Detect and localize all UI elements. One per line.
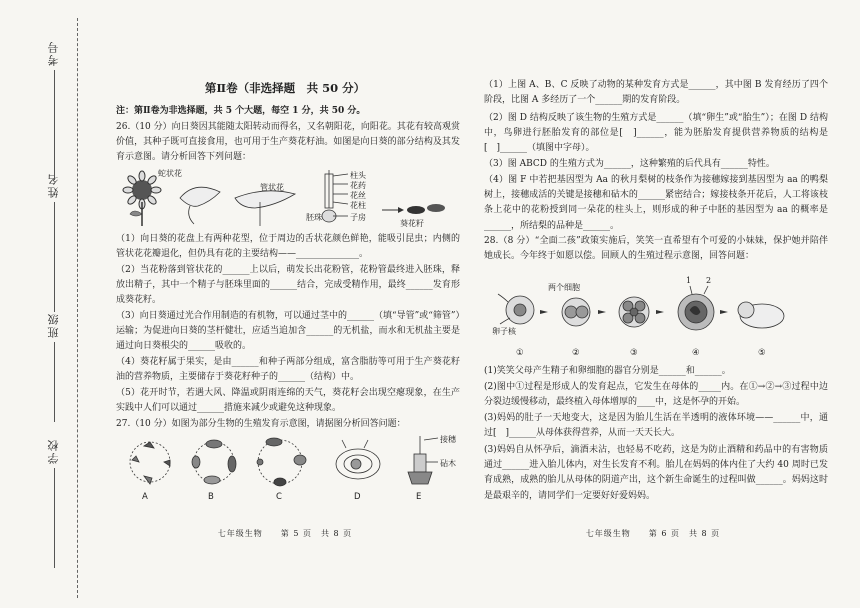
tubular-floret-drawing [235,191,295,226]
fig27-label-rootstock: 砧木 [440,459,456,468]
q26-part3: （3）向日葵通过光合作用制造的有机物，可以通过茎中的______（填“导管”或“筛管”）运输；为促进向日葵的茎杆健壮，应适当追加含______的无机盐，而水和无机盐主要是通过向日葵根尖的______吸收的。 [116,311,460,352]
sunflower-head [123,171,161,226]
fig28-label-step1: ① [516,348,524,358]
fig26-label-ovary: 子房 [350,213,366,222]
fig27-label-a: A [142,492,148,502]
class-blank [54,342,55,422]
fig26-label-filament: 花丝 [350,191,366,200]
fig27-label-d: D [354,492,361,502]
human-reproduction-figure [494,284,814,354]
page-5-footer: 七年级生物 第 5 页 共 8 页 [217,529,353,538]
fig28-label-step5: ⑤ [758,348,766,358]
q27-part4: （4）图 F 中若把基因型为 Aa 的秋月梨树的枝条作为接穗嫁接到基因型为 aa 的鸭梨树上，接穗成活的关键是接穗和砧木的______紧密结合；嫁接枝条开花后，人工将该枝条上花中的花粉授到同一朵花的柱头上，则形成的种子中胚的基因型为 aa 的概率是______，所结梨的品种是______。 [484,175,828,231]
bird-egg-drawing [336,440,380,479]
fig27-label-b: B [208,492,214,502]
arrow-icon [382,207,404,213]
fig26-label-style: 花柱 [350,201,366,210]
fig26-label-seed: 葵花籽 [400,219,424,228]
page-6-footer: 七年级生物 第 6 页 共 8 页 [585,529,721,538]
q27-part3: （3）图 ABCD 的生殖方式为______，这种繁殖的后代具有______特性。 [484,159,775,169]
fig26-label-ovule: 胚珠 [306,213,322,222]
q28-part1: (1)笑笑父母产生精子和卵细胞的器官分别是______和______。 [484,366,731,376]
page-6 [478,0,828,608]
exam-id-blank [54,70,55,180]
fig28-label-step3: ③ [630,348,638,358]
school-blank [54,468,55,568]
q27-intro: 27.（10 分）如图为部分生物的生殖发育示意图，请据图分析回答问题： [116,419,406,429]
q26-part5: （5）花开时节，若遇大风、降温或阴雨连绵的天气，葵花籽会出现空瘪现象，在生产实践中人们可以通过______措施来减少或避免这种现象。 [116,388,460,414]
two-cell-drawing [562,298,590,326]
fig27-label-c: C [276,492,282,502]
q26-intro: 26.（10 分）向日葵因其能随太阳转动而得名，又名朝阳花，向阳花。其花有较高观赏价值，其种子既可直接食用，也可用于生产葵花籽油。如图是向日葵的部分结构及其发育示意图。请分析回答下列问题： [116,122,460,163]
page-5 [110,0,460,608]
q27-part1: （1）上图 A、B、C 反映了动物的某种发育方式是______，其中图 B 发育经历了四个阶段，比图 A 多经历了一个______期的发育阶段。 [484,80,828,106]
school-field [44,438,64,568]
q28-intro: 28.（8 分）“全面二孩”政策实施后，笑笑一直希望有个可爱的小妹妹，保护她并陪伴她成长。今年终于如愿以偿。回顾人的生殖过程示意图，回答问题： [484,236,828,262]
name-field [44,172,64,312]
fig26-label-stigma: 柱头 [350,171,366,180]
exam-id-field [44,40,64,180]
fig26-label-anther: 花药 [350,181,366,190]
cycle-c-drawing [257,438,306,486]
fig28-label-egg-nucleus: 卵子核 [492,327,516,336]
fig28-label-1: 1 [686,276,692,285]
sunflower-seed-drawing [407,204,445,214]
binding-strip [0,0,95,608]
fig28-label-step4: ④ [692,348,700,358]
name-label: 姓名 [47,172,60,198]
grafting-drawing [408,436,438,484]
class-label: 班级 [47,312,60,338]
q26-part2: （2）当花粉落到管状花的______上以后，萌发长出花粉管，花粉管最终进入胚珠，释放出精子，其中一个精子与胚珠里面的______结合，完成受精作用，最终______发育形成葵花籽。 [116,265,460,306]
q26-part4: （4）葵花籽属于果实，是由______和种子两部分组成，富含脂肪等可用于生产葵花籽油的营养物质，主要储存于葵花籽种子的______（结构）中。 [116,357,460,383]
school-label: 学校 [47,438,60,464]
q26-part1: （1）向日葵的花盘上有两种花型，位于周边的舌状花颜色鲜艳，能吸引昆虫；内侧的管状花花瓣退化，但仍具有花的主要结构——______________。 [116,234,460,260]
section-title: 第Ⅱ卷（非选择题 共 50 分） [204,81,366,95]
name-blank [54,202,55,312]
fig27-label-e: E [416,492,422,502]
section-note: 注：第Ⅱ卷为非选择题，共 5 个大题，每空 1 分，共 50 分。 [116,106,366,116]
fig28-label-2: 2 [706,276,712,285]
fig28-label-two-cells: 两个细胞 [548,283,580,292]
life-cycle-figure [124,432,454,490]
fig28-label-step2: ② [572,348,580,358]
fig26-label-tubular-floret: 管状花 [260,183,284,192]
class-field [44,312,64,422]
cut-line [77,18,78,598]
cell-cluster-drawing [619,297,649,327]
q28-part3: (3)妈妈的肚子一天地变大，这是因为胎儿生活在半透明的液体环境——______中，通过[ ]______从母体获得营养，从而一天天长大。 [484,413,828,439]
ray-floret-drawing [180,187,220,224]
fig26-label-ray-floret: 蛇状花 [158,169,182,178]
embryo-drawing [678,286,714,330]
q28-part2: (2)图中①过程是形成人的发育起点，它发生在母体的_____内。在①→②→③过程中边分裂边缓慢移动，最终植入母体增厚的____中，这是怀孕的开始。 [484,382,828,408]
q28-part4: (3)妈妈自从怀孕后，滴酒未沾，也轻易不吃药，这是为防止酒精和药品中的有害物质通过______进入胎儿体内，对生长发育不利。胎儿在妈妈的体内住了大约 40 周时已发育成熟，成熟的胎儿从母体的阴道产出，这个新生命诞生的过程叫做______。妈妈这时是最艰辛的，请同学们一定要好好爱妈妈。 [484,445,828,501]
cycle-b-drawing [192,440,236,484]
flower-structure-drawing [322,170,348,222]
cycle-a-drawing [130,442,170,484]
exam-id-label: 考号 [47,40,60,66]
baby-drawing [738,302,784,328]
q27-part2: （2）图 D 结构反映了该生物的生殖方式是______（填“卵生”或“胎生”）；在图 D 结构中，鸟卵进行胚胎发育的部位是[ ]______，能为胚胎发育提供营养物质的结构是[ ]______（填图中字母）。 [484,113,828,154]
fertilization-drawing [498,294,534,324]
fig27-label-scion: 接穗 [440,435,456,444]
